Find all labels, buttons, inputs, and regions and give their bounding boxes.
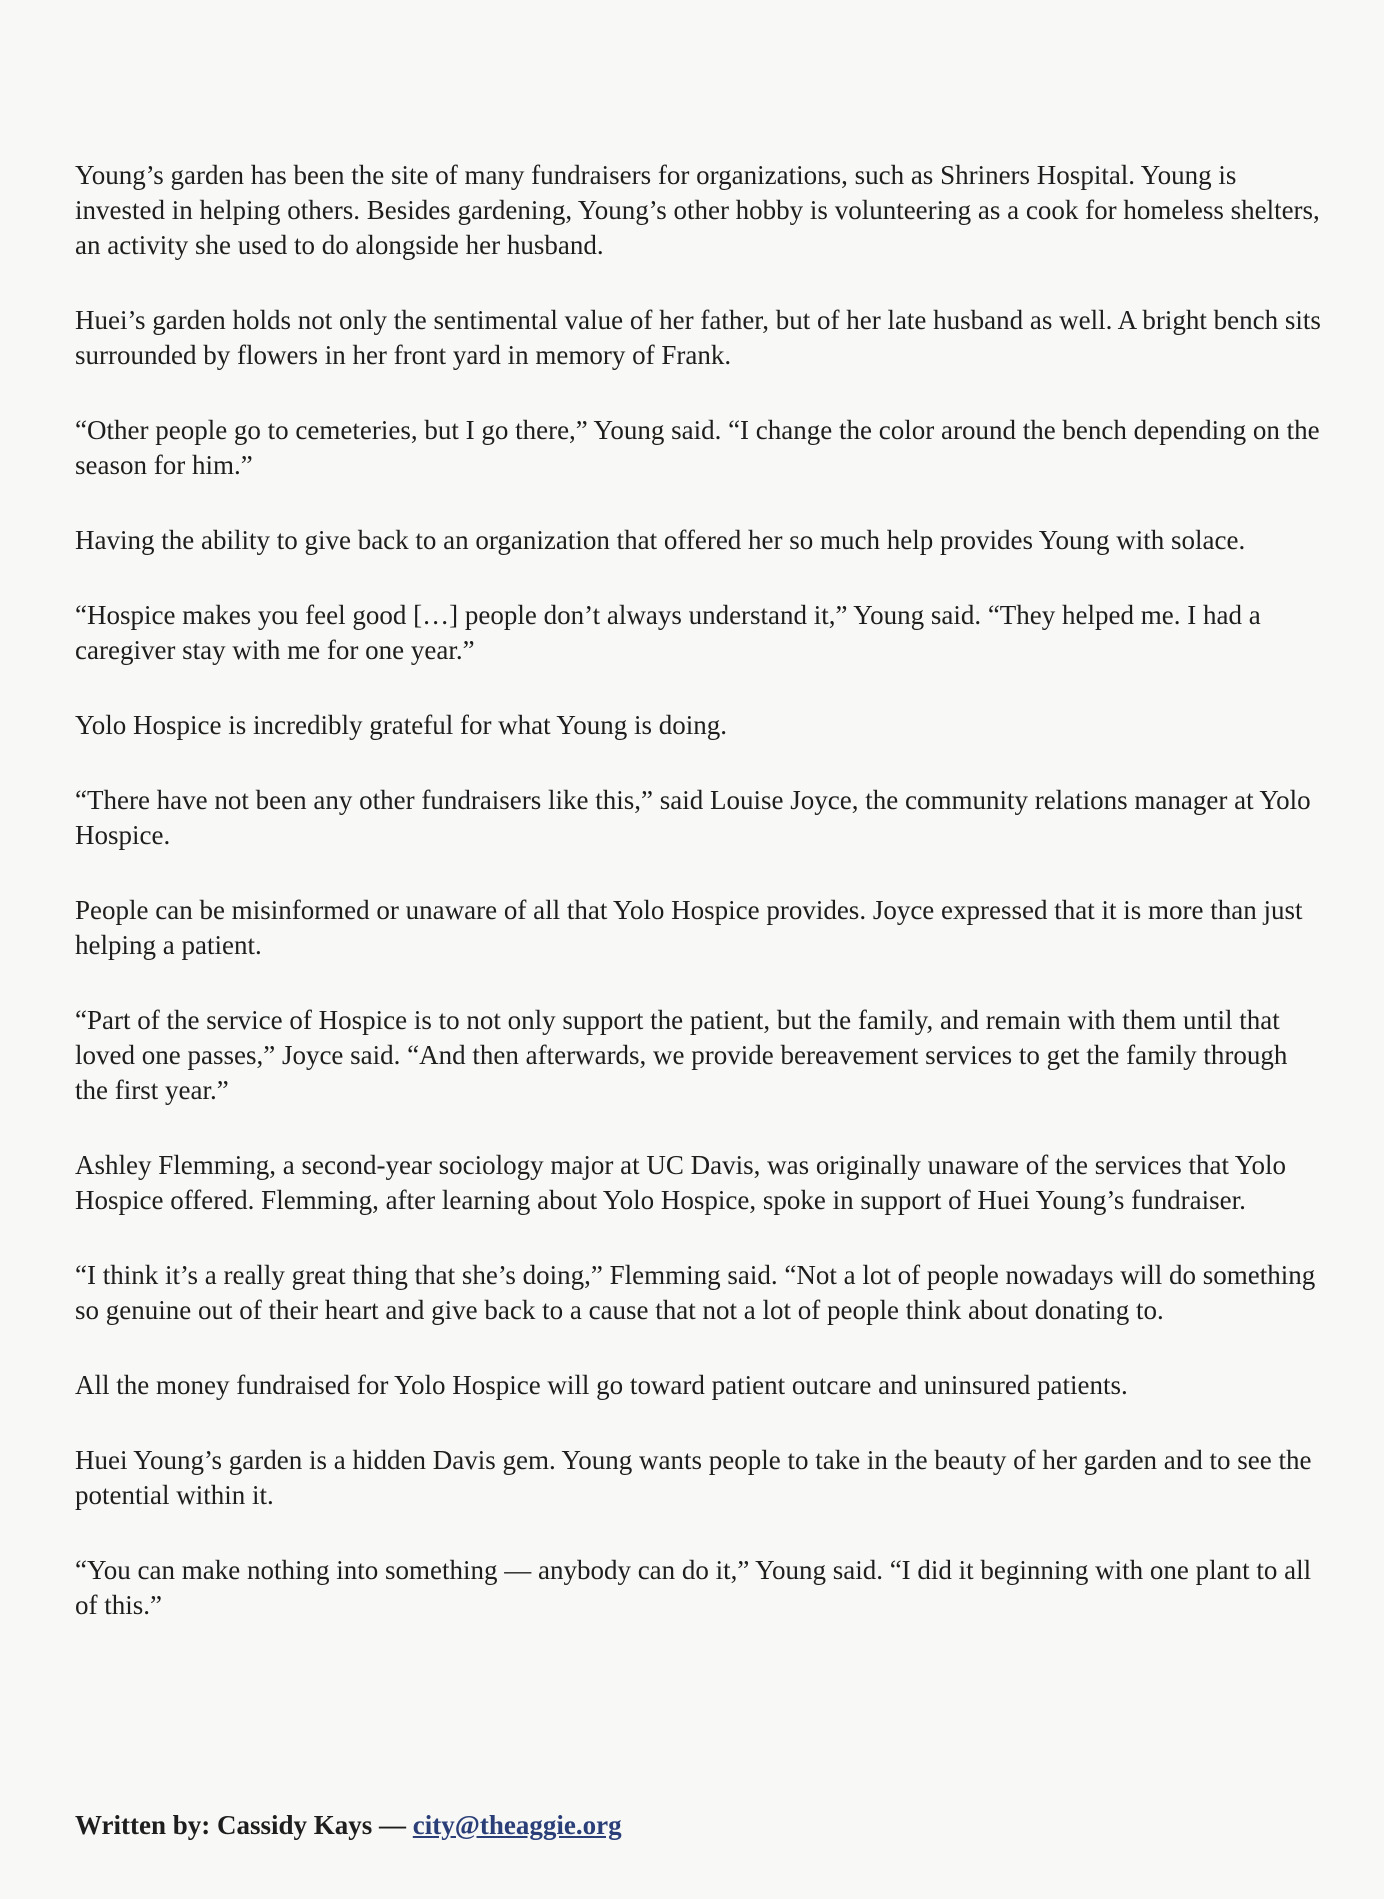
paragraph: Young’s garden has been the site of many fundraisers for organizations, such as Shriners Hospital. Young is invested in helping others. Besides gardening, Young’s other hobby is volunteering as a cook for homeless shelters, an activity she used to do alongside her husband. [75, 160, 1320, 260]
paragraph: “Hospice makes you feel good […] people don’t always understand it,” Young said. “They helped me. I had a caregiver stay with me for one year.” [75, 600, 1261, 665]
paragraph: “I think it’s a really great thing that she’s doing,” Flemming said. “Not a lot of people nowadays will do something so genuine out of their heart and give back to a cause that not a lot of people think about donating to. [75, 1260, 1316, 1325]
paragraph: People can be misinformed or unaware of all that Yolo Hospice provides. Joyce expressed that it is more than just helping a patient. [75, 895, 1303, 960]
byline-author: Written by: Cassidy Kays — [75, 1810, 413, 1840]
paragraph: “Other people go to cemeteries, but I go there,” Young said. “I change the color around the bench depending on the season for him.” [75, 415, 1320, 480]
byline [75, 1808, 622, 1843]
paragraph: Having the ability to give back to an organization that offered her so much help provides Young with solace. [75, 525, 1246, 555]
paragraph: Huei Young’s garden is a hidden Davis gem. Young wants people to take in the beauty of her garden and to see the potential within it. [75, 1445, 1312, 1510]
paragraph: Yolo Hospice is incredibly grateful for what Young is doing. [75, 710, 727, 740]
paragraph: “Part of the service of Hospice is to not only support the patient, but the family, and remain with them until that loved one passes,” Joyce said. “And then afterwards, we provide bereavement services to get the family through the first year.” [75, 1005, 1288, 1105]
paragraph: “There have not been any other fundraisers like this,” said Louise Joyce, the community relations manager at Yolo Hospice. [75, 785, 1311, 850]
author-email-link[interactable]: city@theaggie.org [412, 1810, 622, 1840]
paragraph: Ashley Flemming, a second-year sociology major at UC Davis, was originally unaware of the services that Yolo Hospice offered. Flemming, after learning about Yolo Hospice, spoke in support of Huei Young’s fundraiser. [75, 1150, 1286, 1215]
paragraph: Huei’s garden holds not only the sentimental value of her father, but of her late husband as well. A bright bench sits surrounded by flowers in her front yard in memory of Frank. [75, 305, 1321, 370]
article-body [75, 158, 1325, 1663]
paragraph: “You can make nothing into something — anybody can do it,” Young said. “I did it beginning with one plant to all of this.” [75, 1555, 1312, 1620]
paragraph: All the money fundraised for Yolo Hospice will go toward patient outcare and uninsured patients. [75, 1370, 1128, 1400]
